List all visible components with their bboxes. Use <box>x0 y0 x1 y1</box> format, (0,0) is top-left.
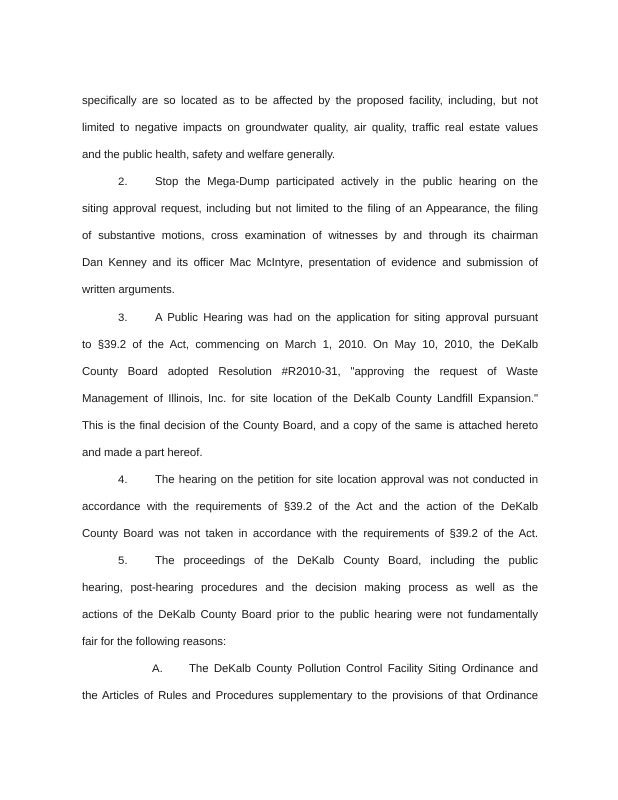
text-line: Stop the Mega-Dump participated actively in the public hearing on the <box>155 176 538 188</box>
paragraph-number: 4. <box>118 474 128 486</box>
text-line: This is the final decision of the County Board, and a copy of the same is attached hereto <box>82 420 538 432</box>
text-line: The DeKalb County Pollution Control Facility Siting Ordinance and <box>189 663 538 675</box>
text-line: County Board was not taken in accordance with the requirements of §39.2 of the Act. <box>82 528 538 540</box>
text-line: accordance with the requirements of §39.2 of the Act and the action of the DeKalb <box>82 501 538 513</box>
text-line: of substantive motions, cross examination of witnesses by and through its chairman <box>82 230 538 242</box>
text-line: limited to negative impacts on groundwater quality, air quality, traffic real estate values <box>82 122 538 134</box>
text-line: specifically are so located as to be affected by the proposed facility, including, but not <box>82 95 538 107</box>
text-line: actions of the DeKalb County Board prior to the public hearing were not fundamentally <box>82 609 538 621</box>
paragraph-number: 5. <box>118 555 128 567</box>
paragraph-number: 2. <box>118 176 128 188</box>
text-line: to §39.2 of the Act, commencing on March 1, 2010. On May 10, 2010, the DeKalb <box>82 339 538 351</box>
paragraph-number: 3. <box>118 312 128 324</box>
text-line: Dan Kenney and its officer Mac McIntyre, presentation of evidence and submission of <box>82 257 538 269</box>
text-line: siting approval request, including but not limited to the filing of an Appearance, the filing <box>82 203 538 215</box>
text-line: The hearing on the petition for site location approval was not conducted in <box>155 474 538 486</box>
text-line: the Articles of Rules and Procedures supplementary to the provisions of that Ordinance <box>82 690 538 702</box>
text-line: The proceedings of the DeKalb County Board, including the public <box>155 555 538 567</box>
subparagraph-letter: A. <box>152 663 163 675</box>
text-line: hearing, post-hearing procedures and the decision making process as well as the <box>82 582 538 594</box>
text-line: fair for the following reasons: <box>82 636 227 648</box>
text-line: A Public Hearing was had on the application for siting approval pursuant <box>155 312 538 324</box>
text-line: and the public health, safety and welfare generally. <box>82 149 336 161</box>
text-line: Management of Illinois, Inc. for site location of the DeKalb County Landfill Expansion." <box>82 393 538 405</box>
text-line: and made a part hereof. <box>82 447 203 459</box>
text-line: County Board adopted Resolution #R2010-31, "approving the request of Waste <box>82 366 538 378</box>
text-line: written arguments. <box>82 284 175 296</box>
